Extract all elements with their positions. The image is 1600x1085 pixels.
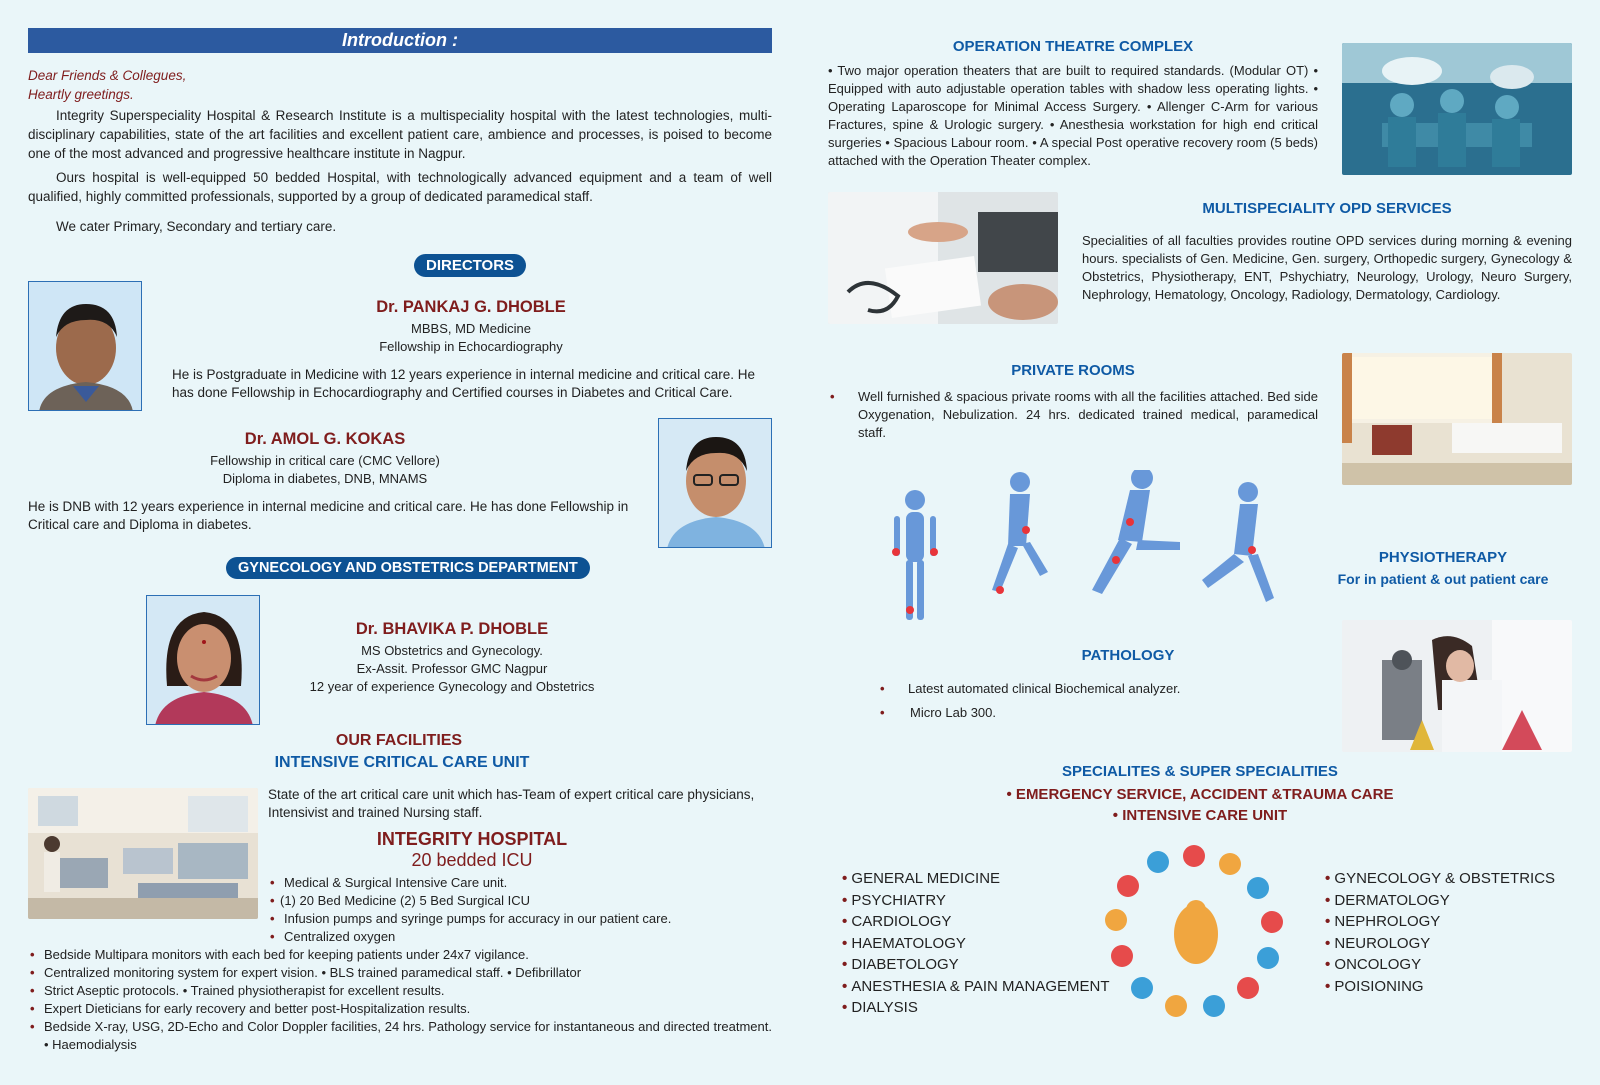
icu-heading: INTENSIVE CRITICAL CARE UNIT (274, 754, 530, 771)
directors-heading: DIRECTORS (414, 254, 526, 277)
intro-paragraph-1: Integrity Superspeciality Hospital & Research Institute is a multispeciality hospital with the latest technologies, multi-disciplinary capabilities, state of the art facilities and excellent patient care, ambience and processes, is poised to become one of the most advanced and progressive healthcare institute in Nagpur. (28, 108, 772, 161)
director-pankaj-qualification-2: Fellowship in Echocardiography (379, 339, 563, 354)
list-item: • Infusion pumps and syringe pumps for accuracy in our patient care. (268, 910, 772, 928)
our-facilities-heading: OUR FACILITIES (335, 732, 463, 749)
icu-feature-list-indented (268, 874, 772, 946)
list-item: • Bedside Multipara monitors with each bed for keeping patients under 24x7 vigilance. (28, 946, 772, 964)
director-pankaj-name: Dr. PANKAJ G. DHOBLE (376, 298, 566, 316)
intro-paragraph-3: We cater Primary, Secondary and tertiary care. (56, 219, 337, 234)
list-item: • GYNECOLOGY & OBSTETRICS (1325, 868, 1585, 890)
list-item: • (1) 20 Bed Medicine (2) 5 Bed Surgical ICU (268, 892, 772, 910)
list-item: • Centralized monitoring system for expert vision. • BLS trained paramedical staff. • Defibrillator (28, 964, 772, 982)
icu-feature-list-full (28, 946, 772, 1054)
director-pankaj-bio: He is Postgraduate in Medicine with 12 years experience in internal medicine and critical care. He has done Fellowship in Echocardiography and Certified courses in Diabetes and Critical Care. (172, 367, 756, 400)
list-item: • HAEMATOLOGY (842, 933, 1122, 955)
director-amol-qualification-2: Diploma in diabetes, DNB, MNAMS (222, 471, 428, 486)
gynecology-heading: GYNECOLOGY AND OBSTETRICS DEPARTMENT (226, 557, 590, 579)
doctor-bhavika-qualification-2: Ex-Assit. Professor GMC Nagpur (356, 661, 548, 676)
physiotherapy-subheading: For in patient & out patient care (1337, 571, 1549, 587)
director-amol-bio: He is DNB with 12 years experience in internal medicine and critical care. He has done Fellowship in Critical care and Diploma in diabetes. (28, 499, 629, 532)
doctor-bhavika-name: Dr. BHAVIKA P. DHOBLE (355, 620, 549, 638)
list-item: • Micro Lab 300. (878, 704, 1298, 722)
specialities-right-list (1325, 868, 1585, 997)
intensive-care-line: • INTENSIVE CARE UNIT (1112, 807, 1288, 824)
list-item: • Latest automated clinical Biochemical analyzer. (878, 680, 1298, 698)
opd-services-heading: MULTISPECIALITY OPD SERVICES (1202, 200, 1452, 217)
pathology-heading: PATHOLOGY (1081, 647, 1175, 664)
icu-ward-image (28, 788, 258, 919)
specialities-left-list (842, 868, 1122, 1019)
operation-theatre-description: • Two major operation theaters that are built to required standards. (Modular OT) • Equipped with auto adjustable operation tables with shadow less operating lights. • Operating Laparoscope for Minimal Access Surgery. • Allenger C-Arm for various Fractures, spine & Urologic surgery. • Anesthesia workstation for high end critical surgeries • Spacious Labour room. • A special Post operative recovery room (5 beds) attached with the Operation Theater complex. (828, 63, 1318, 168)
doctor-bhavika-qualification-1: MS Obstetrics and Gynecology. (361, 643, 543, 658)
list-item: • Medical & Surgical Intensive Care unit. (268, 874, 772, 892)
intro-paragraph-2: Ours hospital is well-equipped 50 bedded Hospital, with technologically advanced equipment and a team of well qualified, highly committed professionals, supported by a group of dedicated paramedical staff. (28, 170, 772, 204)
list-item: • DIABETOLOGY (842, 954, 1122, 976)
director-amol-qualification-1: Fellowship in critical care (CMC Vellore) (210, 453, 440, 468)
pathology-lab-image (1342, 620, 1572, 752)
list-item: • GENERAL MEDICINE (842, 868, 1122, 890)
list-item: • Centralized oxygen (268, 928, 772, 946)
list-item: • CARDIOLOGY (842, 911, 1122, 933)
opd-services-description: Specialities of all faculties provides routine OPD services during morning & evening hours. specialists of Gen. Medicine, Gen. surgery, Orthopedic surgery, Gynecology & Obstetrics, Physiotherapy, ENT, Pshychiatry, Neurology, Urology, Neuro Surgery, Nephrology, Hematology, Oncology, Radiology, Dermatology, Cardiology. (1082, 233, 1572, 302)
private-rooms-heading: PRIVATE ROOMS (1011, 362, 1135, 379)
list-item: • ANESTHESIA & PAIN MANAGEMENT (842, 976, 1122, 998)
integrity-hospital-heading: INTEGRITY HOSPITAL (376, 829, 568, 849)
medical-icons-circle (1104, 842, 1284, 1022)
pathology-list (878, 680, 1298, 722)
list-item: • Bedside X-ray, USG, 2D-Echo and Color Doppler facilities, 24 hrs. Pathology service for instantaneous and directed treatment. • Haemodialysis (28, 1018, 772, 1054)
operation-theatre-image (1342, 43, 1572, 175)
list-item: • Strict Aseptic protocols. • Trained physiotherapist for excellent results. (28, 982, 772, 1000)
icu-beds-subheading: 20 bedded ICU (411, 850, 533, 870)
private-room-image (1342, 353, 1572, 485)
director-amol-name: Dr. AMOL G. KOKAS (244, 430, 406, 448)
introduction-heading: Introduction : (28, 28, 772, 53)
icu-description: State of the art critical care unit which has-Team of expert critical care physicians, Intensivist and trained Nursing staff. (268, 787, 755, 820)
salutation-line-2: Heartly greetings. (28, 87, 134, 102)
private-rooms-list (828, 388, 1318, 442)
list-item: • NEPHROLOGY (1325, 911, 1585, 933)
list-item: • DERMATOLOGY (1325, 890, 1585, 912)
operation-theatre-heading: OPERATION THEATRE COMPLEX (952, 38, 1194, 55)
director-pankaj-photo (28, 281, 142, 411)
opd-services-image (828, 192, 1058, 324)
doctor-bhavika-photo (146, 595, 260, 725)
emergency-service-line: • EMERGENCY SERVICE, ACCIDENT &TRAUMA CARE (1006, 786, 1394, 803)
list-item: • PSYCHIATRY (842, 890, 1122, 912)
list-item: • DIALYSIS (842, 997, 1122, 1019)
director-amol-photo (658, 418, 772, 548)
physiotherapy-figures (880, 470, 1300, 640)
list-item: • POISIONING (1325, 976, 1585, 998)
list-item: • NEUROLOGY (1325, 933, 1585, 955)
director-pankaj-qualification-1: MBBS, MD Medicine (411, 321, 531, 336)
specialities-heading: SPECIALITES & SUPER SPECIALITIES (1062, 763, 1338, 780)
physiotherapy-heading: PHYSIOTHERAPY (1378, 549, 1508, 566)
list-item: • Expert Dieticians for early recovery and better post-Hospitalization results. (28, 1000, 772, 1018)
salutation-line-1: Dear Friends & Collegues, (28, 68, 187, 83)
list-item: • Well furnished & spacious private rooms with all the facilities attached. Bed side Oxygenation, Nebulization. 24 hrs. dedicated trained medical, paramedical staff. (828, 388, 1318, 442)
list-item: • ONCOLOGY (1325, 954, 1585, 976)
doctor-bhavika-qualification-3: 12 year of experience Gynecology and Obstetrics (309, 679, 595, 694)
